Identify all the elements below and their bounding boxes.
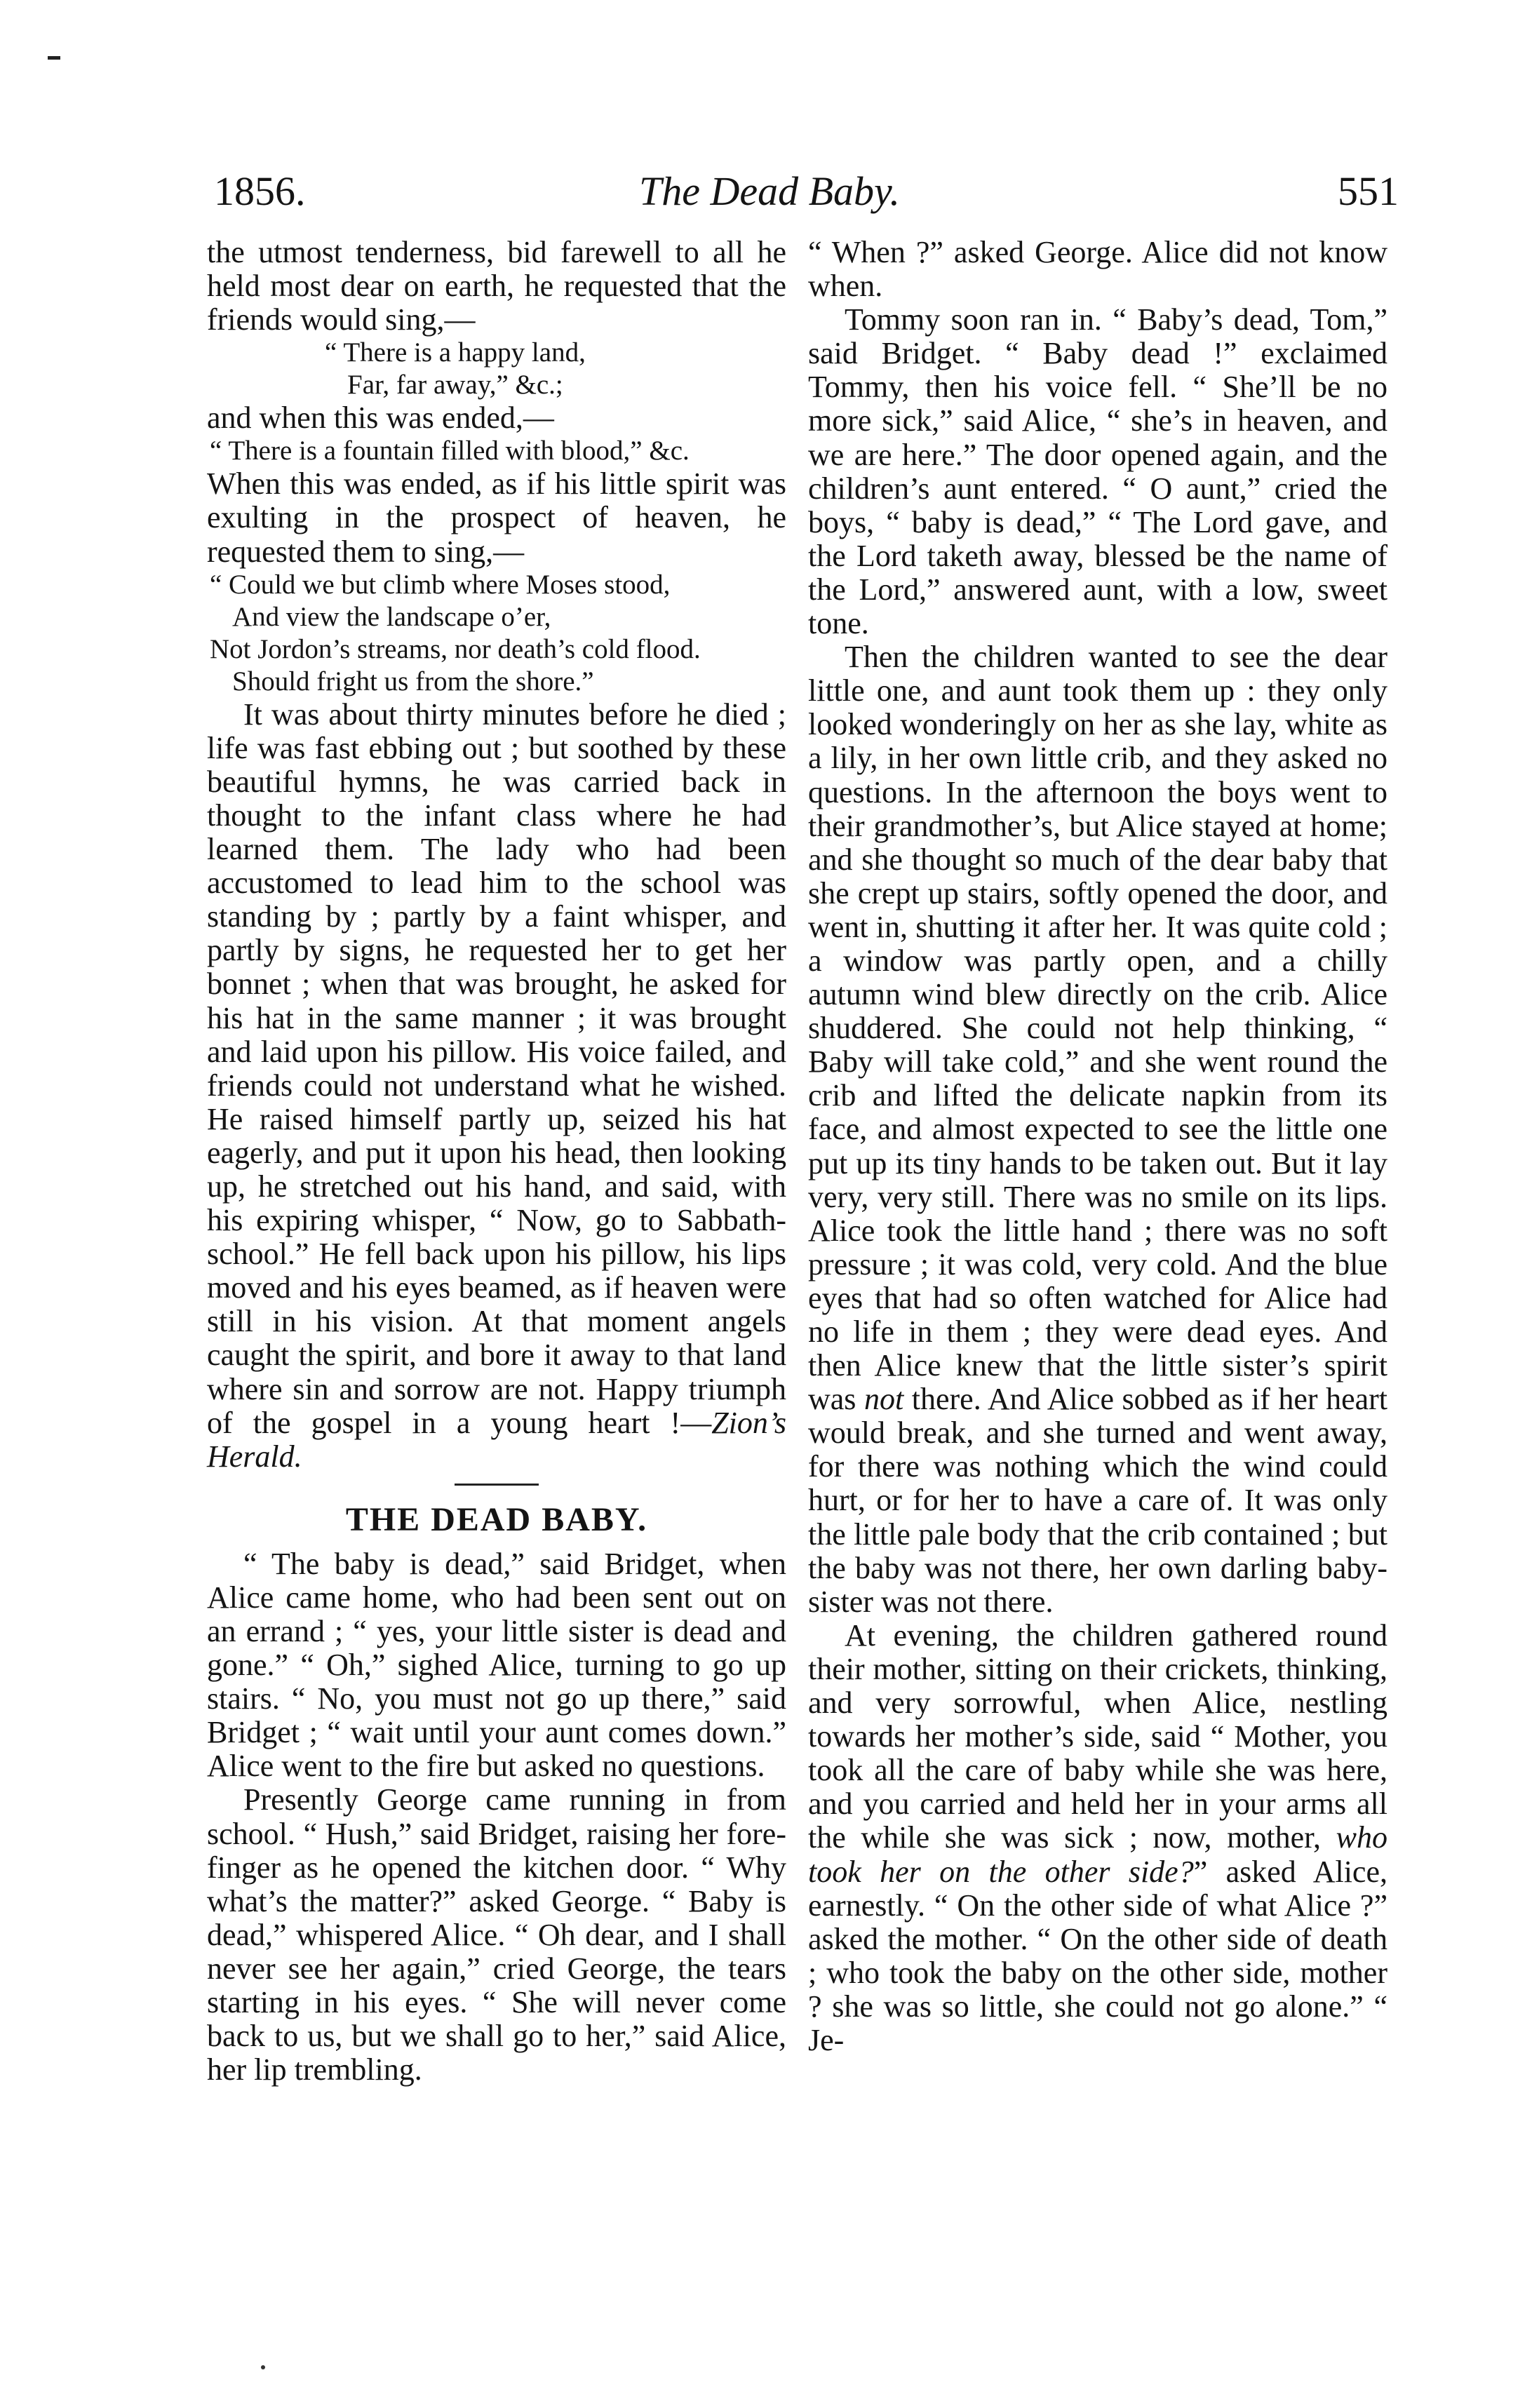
- paragraph: [207, 698, 786, 1474]
- paragraph: “ The baby is dead,” said Bridget, when Alice came home, who had been sent out on an errand ; “ yes, your little sister is dead and gone.” “ Oh,” sighed Alice, turning to go up stairs. “ No, you must not go up there,” said Bridget ; “ wait until your aunt comes down.” Alice went to the fire but asked no questions.: [207, 1546, 786, 1784]
- margin-mark: [48, 56, 60, 60]
- verse-line: “ There is a happy land,: [325, 337, 586, 368]
- running-head-title: The Dead Baby.: [638, 168, 901, 214]
- paragraph: and when this was ended,—: [207, 401, 554, 436]
- page-number: 551: [1338, 168, 1399, 214]
- verse-line: And view the landscape o’er,: [232, 601, 551, 632]
- paragraph-text: At evening, the children gathered round their mother, sitting on their crickets, thinking, and very sorrowful, when Alice, nestling towards her mother’s side, said “ Mother, you took all the care of baby while she was here, and you carried and held her in your arms all the while she was sick ; now, mother,: [808, 1617, 1387, 1855]
- verse-line: “ Could we but climb where Moses stood,: [210, 569, 671, 600]
- margin-dot: [261, 2365, 265, 2369]
- paragraph: the utmost tenderness, bid farewell to all he held most dear on earth, he requested that the friends would sing,—: [207, 235, 786, 337]
- paragraph: When this was ended, as if his little spirit was exulting in the prospect of heaven, he requested them to sing,—: [207, 466, 786, 569]
- article-title: THE DEAD BABY.: [345, 1500, 648, 1538]
- running-head-year: 1856.: [214, 168, 306, 214]
- paragraph: Presently George came running in from school. “ Hush,” said Bridget, raising her fore-finger as he opened the kitchen door. “ Why what’s the matter?” asked George. “ Baby is dead,” whispered Alice. “ Oh dear, and I shall never see her again,” cried George, the tears starting in his eyes. “ She will never come back to us, but we shall go to her,” said Alice, her lip trembling.: [207, 1782, 786, 2087]
- section-divider: [455, 1484, 539, 1486]
- attribution: Zion’s Herald.: [207, 1405, 786, 1474]
- verse-line: “ There is a fountain filled with blood,” &c.: [210, 436, 690, 466]
- paragraph: Tommy soon ran in. “ Baby’s dead, Tom,” said Bridget. “ Baby dead !” exclaimed Tommy, then his voice fell. “ She’ll be no more sick,” said Alice, “ she’s in heaven, and we are here.” The door opened again, and the children’s aunt entered. “ O aunt,” cried the boys, “ baby is dead,” “ The Lord gave, and the Lord taketh away, blessed be the name of the Lord,” answered aunt, with a low, sweet tone.: [808, 302, 1387, 641]
- emphasis: who took her on the other side?: [808, 1820, 1388, 1889]
- paragraph: [808, 1619, 1387, 2057]
- paragraph: “ When ?” asked George. Alice did not know when.: [808, 235, 1387, 304]
- paragraph-text: there. And Alice sobbed as if her heart would break, and she turned and went away, for there was nothing which the wind could hurt, or for her to have a care of. It was only the little pale body that the crib contained ; but the baby was not there, her own darling baby-sister was not there.: [808, 1382, 1388, 1619]
- verse-line: Far, far away,” &c.;: [347, 370, 563, 401]
- left-column: [207, 236, 786, 2087]
- verse-line: Not Jordon’s streams, nor death’s cold flood.: [210, 633, 701, 664]
- hymn-quote: [207, 337, 786, 401]
- verse-line: Should fright us from the shore.”: [232, 666, 594, 697]
- paragraph-text: Then the children wanted to see the dear little one, and aunt took them up : they only looked wonderingly on her as she lay, white as a lily, in her own little crib, and they asked no questions. In the afternoon the boys went to their grandmother’s, but Alice stayed at home; and she thought so much of the dear baby that she crept up stairs, softly opened the door, and went in, shutting it after her. It was quite cold ; a window was partly open, and a chilly autumn wind blew directly on the crib. Alice shuddered. She could not help thinking, “ Baby will take cold,” and she went round the crib and lifted the delicate napkin from its face, and almost expected to see the little one put up its tiny hands to be taken out. But it lay very, very still. There was no smile on its lips. Alice took the little hand ; there was no soft pressure ; it was cold, very cold. And the blue eyes that had so often watched for Alice had no life in them ; they were dead eyes. And then Alice knew that the little sister’s spirit was: [808, 640, 1387, 1417]
- paragraph-text: It was about thirty minutes before he died ; life was fast ebbing out ; but soothed by these beautiful hymns, he was carried back in thought to the infant class where he had learned them. The lady who had been accustomed to lead him to the school was standing by ; partly by a faint whisper, and partly by signs, he requested her to get her bonnet ; when that was brought, he asked for his hat in the same manner ; it was brought and laid upon his pillow. His voice failed, and friends could not understand what he wished. He raised himself partly up, seized his hat eagerly, and put it upon his head, then looking up, he stretched out his hand, and said, with his expiring whisper, “ Now, go to Sabbath-school.” He fell back upon his pillow, his lips moved and his eyes beamed, as if heaven were still in his vision. At that moment angels caught the spirit, and bore it away to that land where sin and sorrow are not. Happy triumph of the gospel in a young heart !—: [207, 697, 786, 1440]
- emphasis: not: [863, 1382, 904, 1417]
- paragraph-text: ” asked Alice, earnestly. “ On the other side of what Alice ?” asked the mother. “ On the other side of death ; who took the baby on the other side, mother ? she was so little, she could not go alone.” “ Je-: [808, 1854, 1387, 2057]
- right-column: [808, 236, 1387, 2057]
- hymn-quote: [207, 569, 786, 698]
- paragraph: [808, 640, 1387, 1619]
